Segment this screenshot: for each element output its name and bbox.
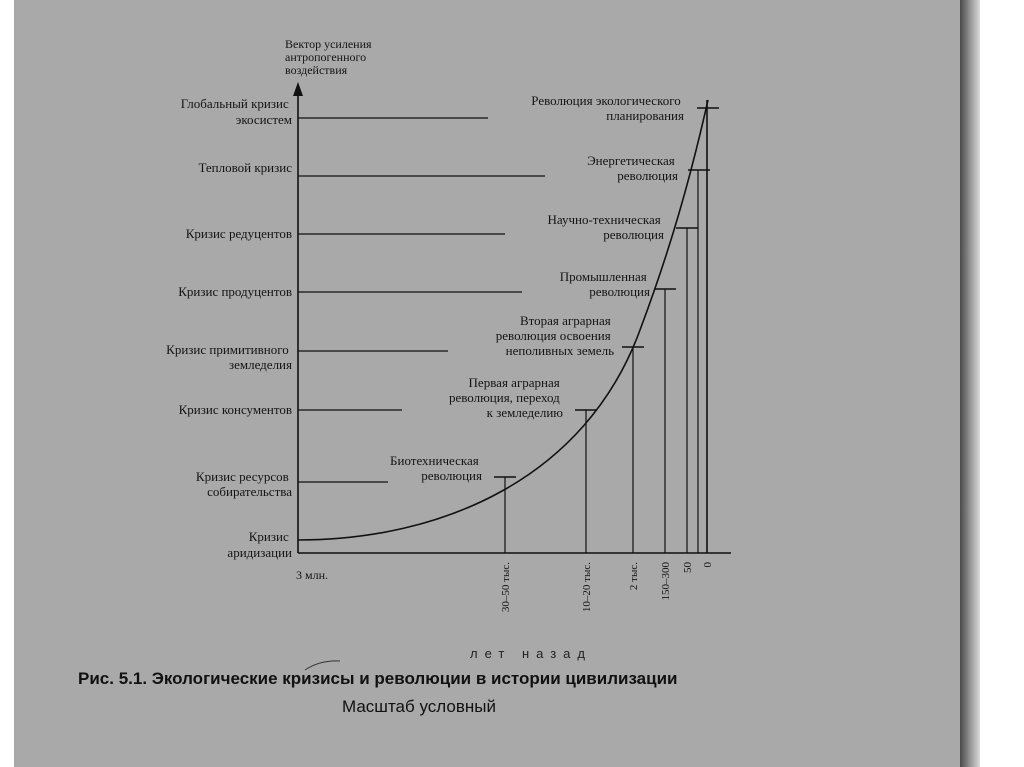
figure-subcaption: Масштаб условный xyxy=(342,697,496,716)
revolution-label: Промышленная революция xyxy=(559,269,650,299)
revolution-label: Вторая аграрная революция освоения неполивных земель xyxy=(495,313,614,358)
revolution-label: Энергетическая революция xyxy=(587,153,678,183)
crisis-labels xyxy=(166,96,292,560)
revolution-drop-lines xyxy=(505,170,698,553)
y-axis-arrow-icon xyxy=(293,82,303,96)
x-tick-label: 0 xyxy=(702,562,714,568)
x-tick-label: 10–20 тыс. xyxy=(581,562,593,613)
revolution-label: Революция экологического планирования xyxy=(531,93,684,123)
x-tick-label: 2 тыс. xyxy=(628,562,640,591)
x-tick-label: 150–300 xyxy=(660,562,672,601)
revolution-label: Научно-техническая революция xyxy=(547,212,664,242)
crisis-label: Кризис ресурсов собирательства xyxy=(195,469,292,499)
x-tick-label: 50 xyxy=(682,562,694,573)
revolution-label: Первая аграрная революция, переход к земледелию xyxy=(448,375,563,420)
crisis-label: Тепловой кризис xyxy=(198,160,292,175)
y-axis-title: Вектор усиления антропогенного воздействия xyxy=(285,37,372,77)
crisis-label: Кризис примитивного земледелия xyxy=(166,342,292,372)
crisis-label: Кризис редуцентов xyxy=(185,226,292,241)
x-tick-labels xyxy=(500,562,714,613)
crisis-lines xyxy=(298,118,545,482)
x-tick-label: 30–50 тыс. xyxy=(500,562,512,613)
crisis-label: Кризис продуцентов xyxy=(178,284,292,299)
crisis-label: Кризис консументов xyxy=(178,402,292,417)
x-axis-title: лет назад xyxy=(470,646,592,661)
crisis-label: Кризис аридизации xyxy=(227,529,292,560)
crisis-label: Глобальный кризис экосистем xyxy=(180,96,292,127)
revolution-labels xyxy=(390,93,684,483)
x-start-label: 3 млн. xyxy=(296,568,329,582)
revolution-label: Биотехническая революция xyxy=(390,453,482,483)
figure-caption: Рис. 5.1. Экологические кризисы и революции в истории цивилизации xyxy=(78,669,678,688)
